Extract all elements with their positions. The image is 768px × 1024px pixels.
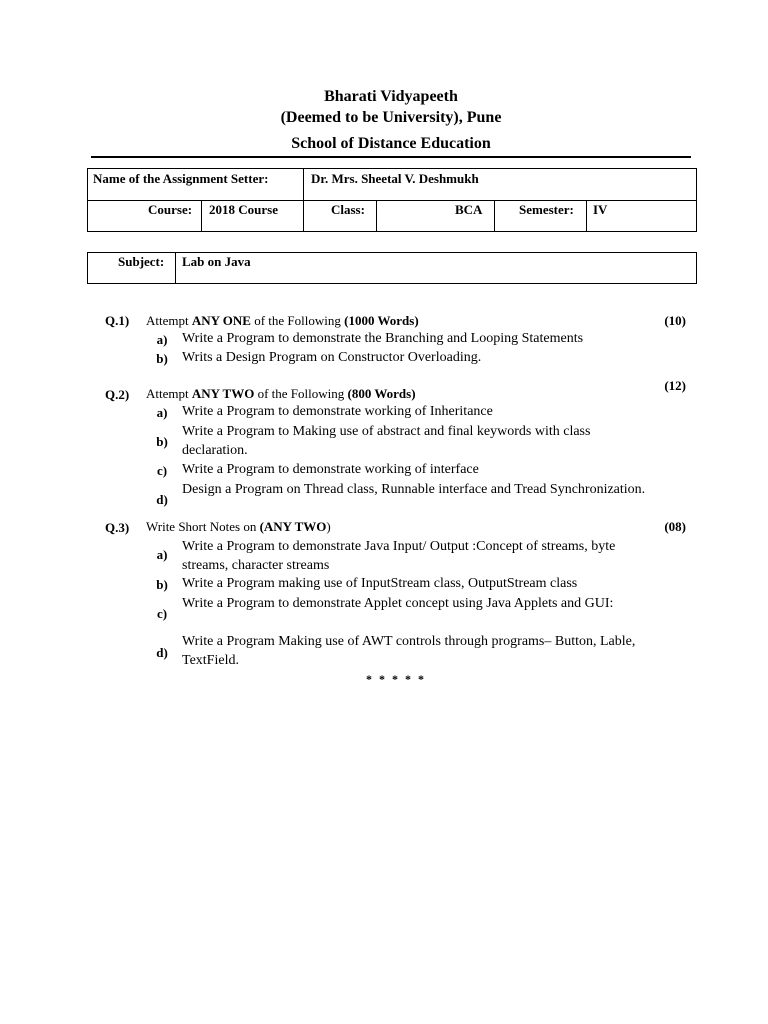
question-item: Write a Program to demonstrate Applet concept using Java Applets and GUI: xyxy=(182,596,614,611)
class-value: BCA xyxy=(455,202,483,217)
question-number: Q.1) xyxy=(105,313,130,328)
table-col-divider xyxy=(376,200,377,232)
question-item: Write a Program making use of InputStream class, OutputStream class xyxy=(182,576,578,591)
question-instruction: Write Short Notes on (ANY TWO) xyxy=(146,519,331,534)
table-col-divider xyxy=(303,168,304,200)
course-label: Course: xyxy=(148,202,193,217)
item-letter: d) xyxy=(156,492,168,507)
item-letter: b) xyxy=(156,351,168,366)
question-item: Write a Program to demonstrate the Branching and Looping Statements xyxy=(182,331,584,346)
table-col-divider xyxy=(175,252,176,284)
class-label: Class: xyxy=(331,202,365,217)
setter-value: Dr. Mrs. Sheetal V. Deshmukh xyxy=(311,171,479,186)
question-item: Writs a Design Program on Constructor Overloading. xyxy=(182,350,482,365)
question-item: Write a Program to demonstrate Java Input/ Output :Concept of streams, byte streams, character streams xyxy=(182,539,616,573)
item-letter: a) xyxy=(156,405,168,420)
course-value: 2018 Course xyxy=(209,202,278,217)
item-letter: c) xyxy=(156,463,168,478)
question-instruction: Attempt ANY ONE of the Following (1000 Words) xyxy=(146,313,419,328)
item-letter: b) xyxy=(156,434,168,449)
question-item: Write a Program to Making use of abstract and final keywords with class declaration. xyxy=(182,424,591,458)
question-item: Write a Program Making use of AWT controls through programs– Button, Lable, TextField. xyxy=(182,634,636,668)
item-letter: d) xyxy=(156,645,168,660)
question-number: Q.3) xyxy=(105,520,130,535)
table-row-divider xyxy=(87,200,697,201)
header-divider xyxy=(91,156,691,158)
item-letter: b) xyxy=(156,577,168,592)
end-marker: * * * * * xyxy=(366,672,426,686)
item-letter: a) xyxy=(156,547,168,562)
question-instruction: Attempt ANY TWO of the Following (800 Words) xyxy=(146,386,416,401)
item-letter: c) xyxy=(156,606,168,621)
table-col-divider xyxy=(201,200,202,232)
item-letter: a) xyxy=(156,332,168,347)
subject-value: Lab on Java xyxy=(182,254,251,269)
table-col-divider xyxy=(586,200,587,232)
university-subtitle: (Deemed to be University), Pune xyxy=(280,109,502,126)
question-marks: (08) xyxy=(664,519,686,534)
question-item: Design a Program on Thread class, Runnable interface and Tread Synchronization. xyxy=(182,482,646,497)
subject-label: Subject: xyxy=(118,254,165,269)
subject-table xyxy=(87,252,697,284)
question-number: Q.2) xyxy=(105,387,130,402)
university-name: Bharati Vidyapeeth xyxy=(324,88,458,105)
semester-value: IV xyxy=(593,202,608,217)
question-item: Write a Program to demonstrate working of interface xyxy=(182,462,479,477)
table-col-divider xyxy=(303,200,304,232)
question-marks: (12) xyxy=(664,378,686,393)
setter-label: Name of the Assignment Setter: xyxy=(93,171,269,186)
semester-label: Semester: xyxy=(519,202,574,217)
question-marks: (10) xyxy=(664,313,686,328)
question-item: Write a Program to demonstrate working of Inheritance xyxy=(182,404,493,419)
table-col-divider xyxy=(494,200,495,232)
school-name: School of Distance Education xyxy=(291,135,491,152)
